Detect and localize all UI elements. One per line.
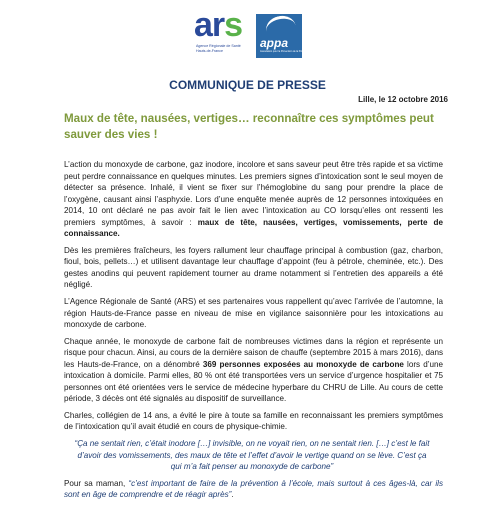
paragraph-4: Chaque année, le monoxyde de carbone fait de nombreuses victimes dans la région et représente un risque pour chacun. Ainsi, au cours de la dernière saison de chauffe (septembre 2015 à mars 2016), dans les Hauts-de-France, on a dénombré 369 personnes exposées au monoxyde de carbone lors d’une intoxication à domicile. Parmi elles, 80 % ont été transportées vers un service d’urgence hospitalier et 75 personnes ont été orientées vers le service de médecine hyperbare du CHRU de Lille. Au cours de cette période, 3 décès ont été signalés au dispositif de surveillance. — [64, 336, 443, 404]
paragraph-5: Charles, collégien de 14 ans, a évité le pire à toute sa famille en reconnaissant les premiers symptômes de l’intoxication qu’il avait étudié en cours de physique-chimie. — [64, 410, 443, 432]
ars-logo — [194, 6, 254, 60]
paragraph-3: L’Agence Régionale de Santé (ARS) et ses partenaires vous rappellent qu’avec l’arrivée de l’automne, la région Hauts-de-France passe en niveau de mise en vigilance saisonnière pour les intoxications au monoxyde de carbone. — [64, 297, 443, 330]
ars-logo-wordmark: ars — [194, 6, 243, 44]
appa-logo — [256, 14, 325, 58]
appa-logo-subtitle: Association pour la Prévention de la Pollution Atmosphérique — [260, 50, 325, 53]
headline: Maux de tête, nausées, vertiges… reconnaître ces symptômes peut sauver des vies ! — [64, 112, 434, 141]
paragraph-6: Pour sa maman, “c’est important de faire de la prévention à l’école, mais surtout à ces âges-là, car ils sont en âge de comprendre et de réagir après”. — [64, 478, 443, 500]
paragraph-2: Dès les premières fraîcheurs, les foyers rallument leur chauffage principal à combustion (gaz, charbon, fioul, bois, pellets…) et utilisent davantage leur chauffage d’appoint (feu à pétrole, cheminée, etc.). Des gestes anodins qui peuvent rapidement tourner au drame notamment si l’entretien des appareils a été négligé. — [64, 245, 443, 290]
article-body — [64, 159, 443, 506]
appa-logo-wordmark: appa — [260, 36, 289, 50]
release-date: Lille, le 12 octobre 2016 — [358, 95, 448, 104]
ars-logo-subtitle: Agence Régionale de Santé Hauts-de-France — [196, 44, 241, 53]
paragraph-1: L’action du monoxyde de carbone, gaz inodore, incolore et sans saveur peut être très rapide et sa victime peut perdre connaissance en quelques minutes. Les premiers signes d’intoxication sont le seul moyen de détecter sa présence. Inhalé, il vient se fixer sur l’hémoglobine du sang pour prendre la place de l’oxygène, causant ainsi l’asphyxie. Lors d’une enquête menée auprès de 12 personnes intoxiquées en 2014, 10 ont déclaré ne pas avoir fait le lien avec l’intoxication au CO lorsqu’elles ont ressenti les premiers symptômes, à savoir : maux de tête, nausées, vertiges, vomissements, perte de connaissance. — [64, 160, 443, 239]
quote: “Ça ne sentait rien, c’était inodore […] invisible, on ne voyait rien, on ne sentait rien. […] c’est le fait d’avoir des vomissements, des maux de tête et l’effet d’avoir le vertige quand on se lève. C’est ça qui m’a fait penser au monoxyde de carbone” — [74, 439, 430, 472]
page-title: COMMUNIQUE DE PRESSE — [169, 78, 326, 92]
